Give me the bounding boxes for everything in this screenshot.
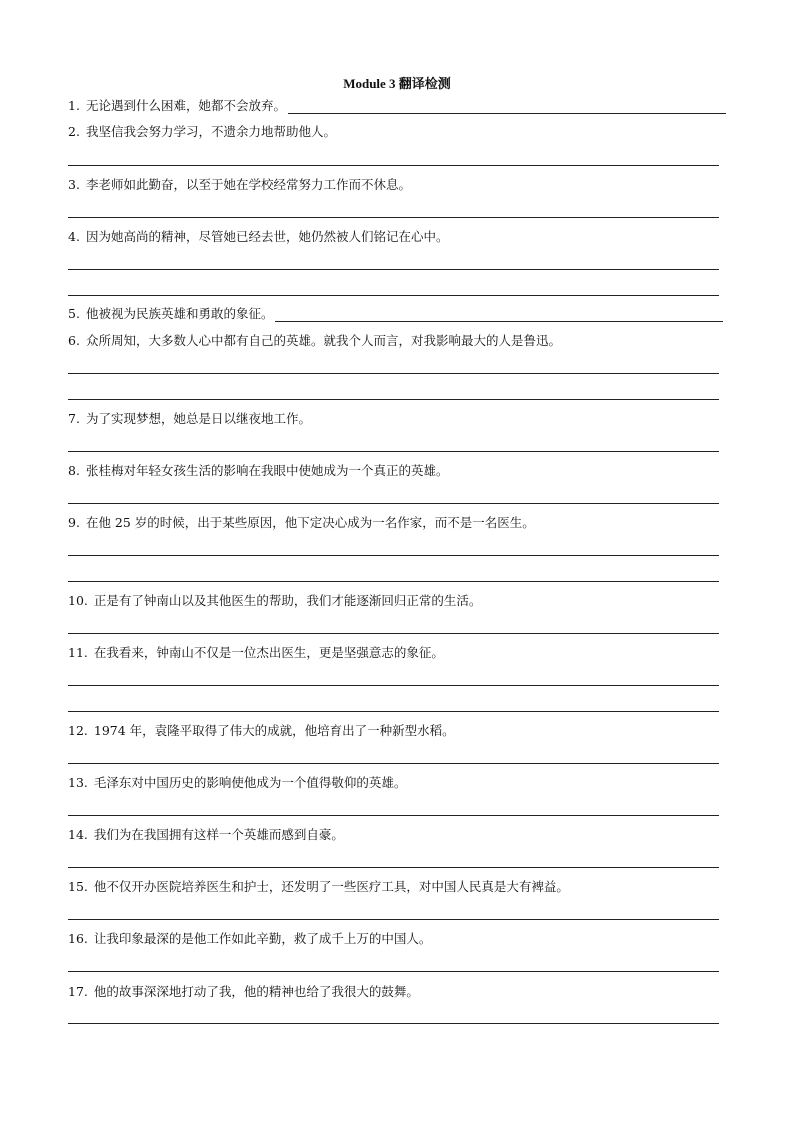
question-text: 无论遇到什么困难，她都不会放弃。 [85,98,286,113]
question-text: 让我印象最深的是他工作如此辛勤，救了成千上万的中国人。 [93,931,432,946]
answer-line[interactable] [68,555,719,556]
answer-line[interactable] [68,971,719,972]
answer-line[interactable] [275,309,723,322]
question-text: 我坚信我会努力学习，不遗余力地帮助他人。 [85,124,336,139]
answer-line[interactable] [68,867,719,868]
question-14 [68,827,344,843]
question-number: 5. [68,306,80,321]
question-15 [68,879,569,895]
question-number: 12. [68,723,88,738]
question-text: 他的故事深深地打动了我，他的精神也给了我很大的鼓舞。 [93,984,419,999]
question-number: 9. [68,515,80,530]
question-text: 毛泽东对中国历史的影响使他成为一个值得敬仰的英雄。 [93,775,407,790]
question-1 [68,98,726,114]
question-text: 众所周知，大多数人心中都有自己的英雄。就我个人而言，对我影响最大的人是鲁迅。 [85,333,561,348]
question-number: 4. [68,229,80,244]
answer-line[interactable] [68,451,719,452]
question-text: 为了实现梦想，她总是日以继夜地工作。 [85,411,311,426]
question-text: 他不仅开办医院培养医生和护士，还发明了一些医疗工具，对中国人民真是大有裨益。 [93,879,569,894]
answer-line[interactable] [68,685,719,686]
answer-line[interactable] [68,1023,719,1024]
question-17 [68,984,419,1000]
answer-line[interactable] [68,399,719,400]
question-text: 李老师如此勤奋，以至于她在学校经常努力工作而不休息。 [85,177,411,192]
question-8 [68,463,448,479]
question-number: 2. [68,124,80,139]
question-text: 1974 年，袁隆平取得了伟大的成就，他培育出了一种新型水稻。 [93,723,455,738]
answer-line[interactable] [68,373,719,374]
question-number: 13. [68,775,88,790]
question-text: 张桂梅对年轻女孩生活的影响在我眼中使她成为一个真正的英雄。 [85,463,449,478]
answer-line[interactable] [68,763,719,764]
question-16 [68,931,431,947]
question-text: 我们为在我国拥有这样一个英雄而感到自豪。 [93,827,344,842]
question-text: 正是有了钟南山以及其他医生的帮助，我们才能逐渐回归正常的生活。 [93,593,482,608]
question-10 [68,593,481,609]
answer-line[interactable] [68,165,719,166]
question-9 [68,515,535,531]
question-number: 17. [68,984,88,999]
question-text: 因为她高尚的精神，尽管她已经去世，她仍然被人们铭记在心中。 [85,229,449,244]
question-text: 他被视为民族英雄和勇敢的象征。 [85,306,274,321]
page-title: Module 3 翻译检测 [343,76,451,91]
question-5 [68,306,723,322]
question-7 [68,411,311,427]
question-number: 16. [68,931,88,946]
answer-line[interactable] [288,101,726,114]
answer-line[interactable] [68,815,719,816]
answer-line[interactable] [68,711,719,712]
question-number: 10. [68,593,88,608]
question-2 [68,124,336,140]
question-3 [68,177,411,193]
answer-line[interactable] [68,581,719,582]
question-4 [68,229,448,245]
question-number: 6. [68,333,80,348]
answer-line[interactable] [68,503,719,504]
question-11 [68,645,444,661]
question-number: 1. [68,98,80,113]
answer-line[interactable] [68,919,719,920]
question-13 [68,775,406,791]
question-number: 8. [68,463,80,478]
answer-line[interactable] [68,217,719,218]
answer-line[interactable] [68,295,719,296]
question-number: 14. [68,827,88,842]
question-6 [68,333,561,349]
question-number: 11. [68,645,88,660]
question-number: 15. [68,879,88,894]
question-number: 3. [68,177,80,192]
answer-line[interactable] [68,633,719,634]
question-12 [68,723,455,739]
question-number: 7. [68,411,80,426]
question-text: 在我看来，钟南山不仅是一位杰出医生，更是坚强意志的象征。 [93,645,444,660]
answer-line[interactable] [68,269,719,270]
question-text: 在他 25 岁的时候，出于某些原因，他下定决心成为一名作家，而不是一名医生。 [85,515,535,530]
